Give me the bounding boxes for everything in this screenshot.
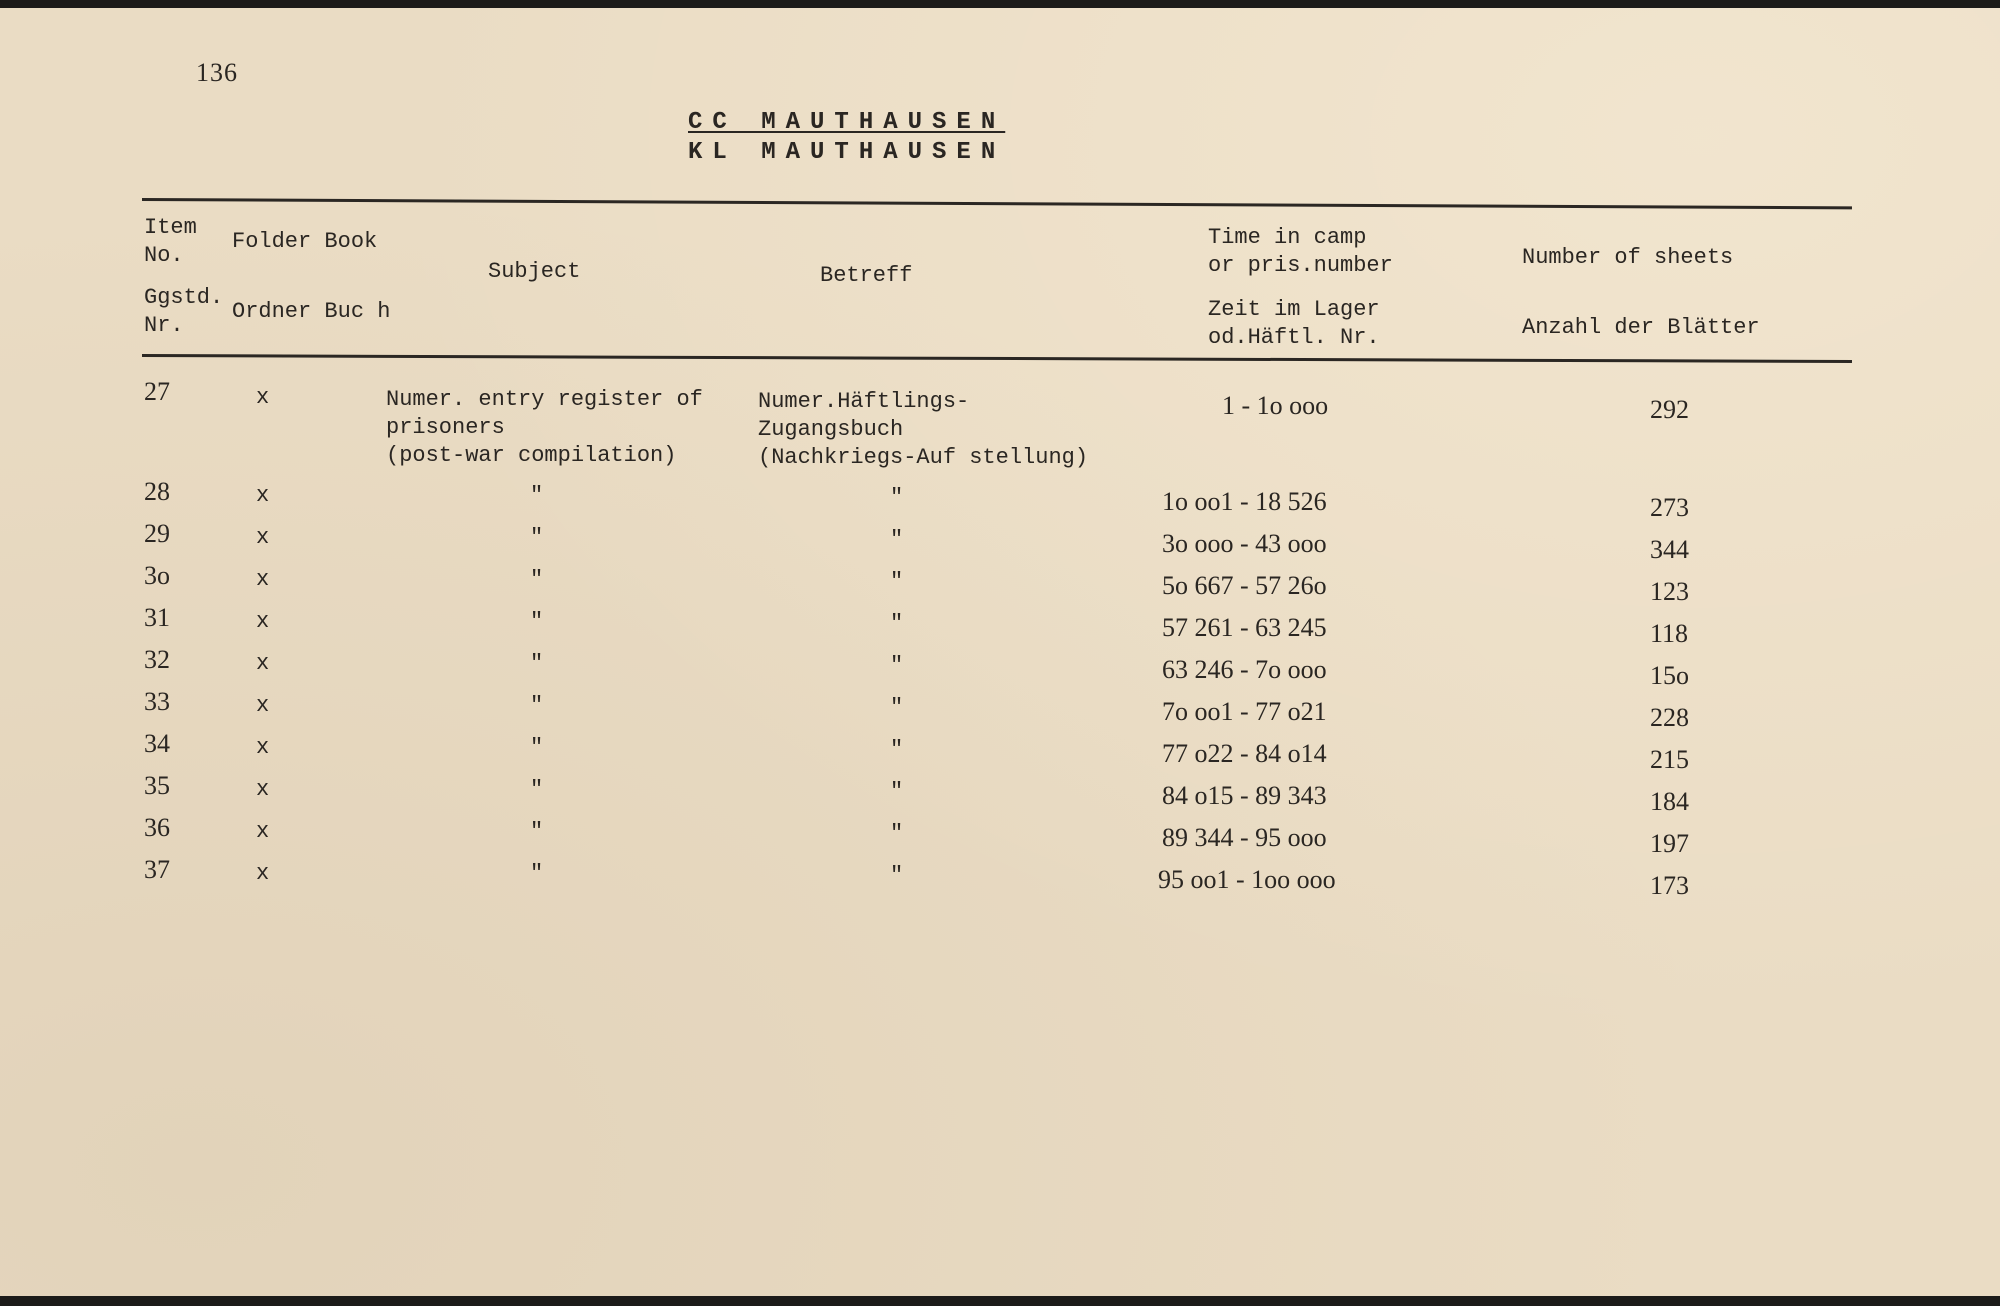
row-36-item: 36 (144, 813, 170, 842)
page-number: 136 (196, 58, 238, 87)
row-27-range: 1 - 1o ooo (1222, 391, 1329, 420)
row-36-folder: x (256, 819, 270, 844)
row-34-betreff: " (890, 737, 904, 762)
row-27-item: 27 (144, 377, 170, 406)
row-34-folder: x (256, 735, 270, 760)
row-28-folder: x (256, 483, 270, 508)
row-28-range: 1o oo1 - 18 526 (1162, 487, 1327, 516)
row-30-sheets: 123 (1650, 577, 1689, 606)
header-ggstd-nr: Ggstd. Nr. (144, 285, 224, 338)
row-30-item: 3o (144, 561, 170, 590)
row-28-sheets: 273 (1650, 493, 1689, 522)
row-33-subject: " (530, 693, 544, 718)
header-top-rule (142, 198, 1852, 209)
row-37-folder: x (256, 861, 270, 886)
row-28-betreff: " (890, 485, 904, 510)
row-29-item: 29 (144, 519, 170, 548)
row-34-item: 34 (144, 729, 170, 758)
row-35-item: 35 (144, 771, 170, 800)
row-29-subject: " (530, 525, 544, 550)
row-35-folder: x (256, 777, 270, 802)
row-33-item: 33 (144, 687, 170, 716)
header-bottom-rule (142, 354, 1852, 363)
row-32-folder: x (256, 651, 270, 676)
row-29-betreff: " (890, 527, 904, 552)
row-37-betreff: " (890, 863, 904, 888)
row-29-range: 3o ooo - 43 ooo (1162, 529, 1327, 558)
row-29-sheets: 344 (1650, 535, 1689, 564)
row-27-sheets: 292 (1650, 395, 1689, 424)
row-31-betreff: " (890, 611, 904, 636)
row-30-range: 5o 667 - 57 26o (1162, 571, 1327, 600)
header-sheets-de: Anzahl der Blätter (1522, 315, 1760, 340)
row-32-item: 32 (144, 645, 170, 674)
row-30-betreff: " (890, 569, 904, 594)
row-37-sheets: 173 (1650, 871, 1689, 900)
row-30-subject: " (530, 567, 544, 592)
row-37-range: 95 oo1 - 1oo ooo (1158, 865, 1336, 894)
header-sheets-en: Number of sheets (1522, 245, 1734, 270)
row-32-betreff: " (890, 653, 904, 678)
row-37-item: 37 (144, 855, 170, 884)
row-37-subject: " (530, 861, 544, 886)
row-32-subject: " (530, 651, 544, 676)
row-33-range: 7o oo1 - 77 o21 (1162, 697, 1327, 726)
row-27-betreff: Numer.Häftlings- Zugangsbuch (Nachkriegs-Auf stellung) (758, 389, 1089, 470)
row-35-subject: " (530, 777, 544, 802)
row-32-sheets: 15o (1650, 661, 1689, 690)
row-36-range: 89 344 - 95 ooo (1162, 823, 1327, 852)
row-33-sheets: 228 (1650, 703, 1689, 732)
row-27-subject: Numer. entry register of prisoners (post-war compilation) (386, 387, 703, 468)
row-35-betreff: " (890, 779, 904, 804)
row-31-folder: x (256, 609, 270, 634)
row-31-sheets: 118 (1650, 619, 1689, 648)
row-31-subject: " (530, 609, 544, 634)
row-34-sheets: 215 (1650, 745, 1689, 774)
row-35-sheets: 184 (1650, 787, 1689, 816)
row-30-folder: x (256, 567, 270, 592)
header-subject: Subject (488, 259, 581, 284)
title-german: KL MAUTHAUSEN (688, 139, 1006, 166)
header-folder-book: Folder Book (232, 229, 378, 254)
row-34-subject: " (530, 735, 544, 760)
row-34-range: 77 o22 - 84 o14 (1162, 739, 1327, 768)
title-english: CC MAUTHAUSEN (688, 109, 1006, 136)
row-33-betreff: " (890, 695, 904, 720)
header-betreff: Betreff (820, 263, 913, 288)
row-36-betreff: " (890, 821, 904, 846)
row-32-range: 63 246 - 7o ooo (1162, 655, 1327, 684)
header-ordner-buch: Ordner Buc h (232, 299, 391, 324)
document-page (0, 8, 2000, 1296)
row-35-range: 84 o15 - 89 343 (1162, 781, 1327, 810)
row-28-item: 28 (144, 477, 170, 506)
row-27-folder: x (256, 385, 270, 410)
row-36-subject: " (530, 819, 544, 844)
row-29-folder: x (256, 525, 270, 550)
row-36-sheets: 197 (1650, 829, 1689, 858)
row-28-subject: " (530, 483, 544, 508)
row-31-range: 57 261 - 63 245 (1162, 613, 1327, 642)
header-time-de: Zeit im Lager od.Häftl. Nr. (1208, 297, 1380, 350)
header-time-en: Time in camp or pris.number (1208, 225, 1393, 278)
title-block (688, 108, 1028, 168)
row-31-item: 31 (144, 603, 170, 632)
row-33-folder: x (256, 693, 270, 718)
header-item-no: Item No. (144, 215, 197, 268)
